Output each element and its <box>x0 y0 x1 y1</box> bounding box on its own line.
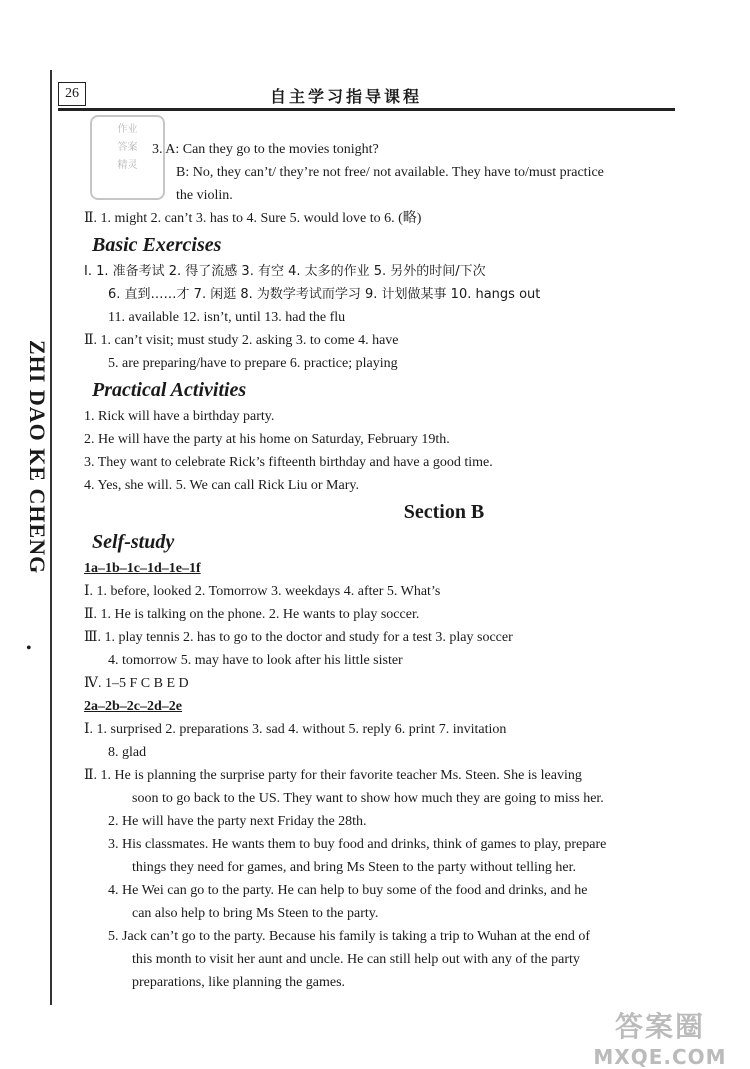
answer-line: Ⅰ. 1. before, looked 2. Tomorrow 3. weekdays 4. after 5. What’s <box>84 584 441 599</box>
answer-line: Ⅲ. 1. play tennis 2. has to go to the doctor and study for a test 3. play soccer <box>84 630 513 645</box>
answer-line: can also help to bring Ms Steen to the party. <box>132 906 379 921</box>
header-rule <box>58 108 675 111</box>
answer-line: Ⅱ. 1. He is planning the surprise party for their favorite teacher Ms. Steen. She is leaving <box>84 768 582 783</box>
answer-line: Ⅱ. 1. might 2. can’t 3. has to 4. Sure 5. would love to 6. (略) <box>84 211 422 226</box>
answer-line: preparations, like planning the games. <box>132 975 346 990</box>
watermark-line: MXQE.COM <box>593 1045 727 1069</box>
subsection-heading: 2a–2b–2c–2d–2e <box>84 699 182 714</box>
spine-text: ZHI DAO KE CHENG <box>25 340 50 575</box>
answer-line: soon to go back to the US. They want to show how much they are going to miss her. <box>132 791 604 806</box>
section-heading-basic: Basic Exercises <box>92 234 222 256</box>
watermark-line: 答案圈 <box>614 1010 705 1043</box>
answer-line: 1. Rick will have a birthday party. <box>84 409 275 424</box>
page-content <box>84 138 684 994</box>
answer-line: 2. He will have the party at his home on Saturday, February 19th. <box>84 432 450 447</box>
answer-line: 4. He Wei can go to the party. He can help to buy some of the food and drinks, and he <box>108 883 588 898</box>
subsection-heading: 1a–1b–1c–1d–1e–1f <box>84 561 201 576</box>
stamp-line: 精灵 <box>117 160 138 171</box>
section-heading-practical: Practical Activities <box>92 379 247 401</box>
answer-line: Ⅰ. 1. 准备考试 2. 得了流感 3. 有空 4. 太多的作业 5. 另外的时间/下次 <box>84 264 486 279</box>
answer-line: this month to visit her aunt and uncle. He can still help out with any of the party <box>132 952 580 967</box>
page-header-title: 自主学习指导课程 <box>270 87 423 106</box>
answer-line: 6. 直到……才 7. 闲逛 8. 为数学考试而学习 9. 计划做某事 10. hangs out <box>108 287 541 302</box>
answer-line: 3. A: Can they go to the movies tonight? <box>152 142 379 157</box>
answer-line: the violin. <box>176 188 233 203</box>
section-heading-selfstudy: Self-study <box>92 531 175 553</box>
answer-line: B: No, they can’t/ they’re not free/ not available. They have to/must practice <box>176 165 604 180</box>
stamp-line: 答案 <box>117 142 138 153</box>
page-number: 26 <box>58 82 86 106</box>
answer-line: Ⅰ. 1. surprised 2. preparations 3. sad 4. without 5. reply 6. print 7. invitation <box>84 722 507 737</box>
answer-line: 5. are preparing/have to prepare 6. practice; playing <box>108 356 398 371</box>
answer-line: 3. His classmates. He wants them to buy food and drinks, think of games to play, prepare <box>108 837 607 852</box>
answer-line: 3. They want to celebrate Rick’s fifteenth birthday and have a good time. <box>84 455 493 470</box>
answer-line: 11. available 12. isn’t, until 13. had the flu <box>108 310 346 325</box>
watermark-logo <box>580 1005 740 1069</box>
stamp-line: 作业 <box>117 124 138 135</box>
section-b-title: Section B <box>403 501 485 523</box>
answer-line: 5. Jack can’t go to the party. Because his family is taking a trip to Wuhan at the end of <box>108 929 591 944</box>
answer-line: Ⅱ. 1. can’t visit; must study 2. asking 3. to come 4. have <box>84 333 399 348</box>
answer-line: 2. He will have the party next Friday the 28th. <box>108 814 367 829</box>
answer-line: 4. tomorrow 5. may have to look after his little sister <box>108 653 403 668</box>
answer-line: Ⅱ. 1. He is talking on the phone. 2. He wants to play soccer. <box>84 607 420 622</box>
spine-mark: • <box>26 640 32 657</box>
answer-line: 4. Yes, she will. 5. We can call Rick Liu or Mary. <box>84 478 359 493</box>
left-margin-rule <box>50 70 52 1005</box>
answer-line: things they need for games, and bring Ms Steen to the party without telling her. <box>132 860 577 875</box>
answer-line: Ⅳ. 1–5 F C B E D <box>84 676 189 691</box>
answer-line: 8. glad <box>108 745 147 760</box>
